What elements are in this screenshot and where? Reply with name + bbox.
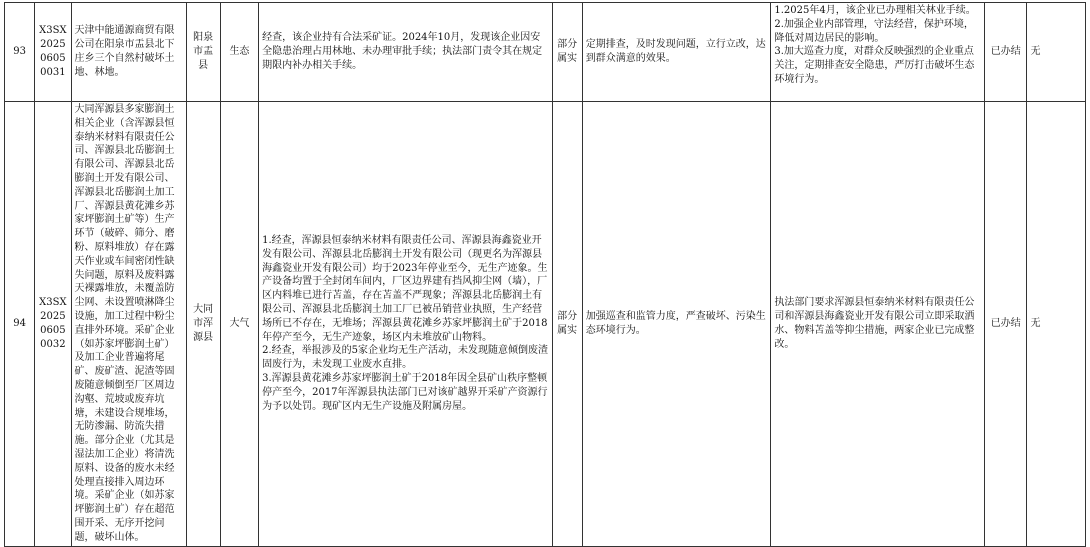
seq-cell: 93 [5, 3, 35, 102]
measures-cell: 定期排查，及时发现问题，立行立改，达到群众满意的效果。 [582, 3, 771, 102]
result-item: 1.2025年4月，该企业已办理相关林业手续。 [774, 5, 976, 16]
result-item: 执法部门要求浑源县恒泰纳米材料有限责任公司和浑源县海鑫瓷业开发有限公司立即采取洒水、物料苫盖等抑尘措施，两家企业已完成整改。 [774, 297, 975, 350]
finding-item: 1.经查，浑源县恒泰纳米材料有限责任公司、浑源县海鑫瓷业开发有限公司、浑源县北岳膨润土开发有限公司（现更名为浑源县海鑫瓷业开发有限公司）均于2023年停业至今，无生产迹象。生产设备均置于全封闭车间内，厂区边界建有挡风抑尘网（墙），厂区内料堆已进行苫盖，存在苫盖不严现象；浑源县北岳膨润土有限公司、浑源县北岳膨润土加工厂已被吊销营业执照，生产经营场所已不存在，无堆场；浑源县黄花滩乡苏家坪膨润土矿于2018年停产至今，无生产迹象，场区内未堆放矿山物料。 [262, 235, 548, 343]
status-cell: 已办结 [985, 102, 1027, 547]
region-cell: 阳泉市盂县 [186, 3, 220, 102]
accountability-cell: 无 [1027, 102, 1086, 547]
table-row [5, 102, 1086, 547]
result-item: 3.加大巡查力度，对群众反映强烈的企业重点关注，定期排查安全隐患，严厉打击破坏生态环境行为。 [774, 46, 975, 85]
category-cell: 大气 [220, 102, 258, 547]
finding-item: 3.浑源县黄花滩乡苏家坪膨润土矿于2018年因全县矿山秩序整顿停产至今，2017年浑源县执法部门已对该矿越界开采矿产资源行为予以处罚。现矿区内无生产设施及附属房屋。 [262, 373, 548, 412]
finding-item: 2.经查，举报涉及的5家企业均无生产活动，未发现随意倾倒废渣固废行为，未发现工业废水直排。 [262, 345, 548, 371]
case-table [4, 2, 1086, 547]
accountability-cell: 无 [1027, 3, 1086, 102]
verdict-cell: 部分属实 [552, 3, 582, 102]
code-cell: X3SX202506050032 [35, 102, 71, 547]
region-cell: 大同市浑源县 [186, 102, 220, 547]
category-cell: 生态 [220, 3, 258, 102]
findings-cell: 经查，该企业持有合法采矿证。2024年10月，发现该企业因安全隐患治理占用林地、未办理审批手续；执法部门责令其在规定期限内补办相关手续。 [259, 3, 552, 102]
measures-cell: 加强巡查和监管力度，严查破坏、污染生态环境行为。 [582, 102, 771, 547]
results-cell [771, 3, 985, 102]
findings-cell [259, 102, 552, 547]
verdict-cell: 部分属实 [552, 102, 582, 547]
subject-cell: 天津中能通源商贸有限公司在阳泉市盂县北下庄乡三个自然村破坏土地、林地。 [71, 3, 186, 102]
status-cell: 已办结 [985, 3, 1027, 102]
table-row [5, 3, 1086, 102]
subject-cell: 大同浑源县多家膨润土相关企业（含浑源县恒泰纳米材料有限责任公司、浑源县北岳膨润土有限公司、浑源县北岳膨润土开发有限公司、浑源县北岳膨润土加工厂、浑源县黄花滩乡苏家坪膨润土矿等）生产环节（破碎、筛分、磨粉、原料堆放）存在露天作业或车间密闭性缺失问题，原料及废料露天裸露堆放，未覆盖防尘网、未设置喷淋降尘设施，加工过程中粉尘直排外环境。采矿企业（如苏家坪膨润土矿）及加工企业普遍将尾矿、废矿渣、泥渣等固废随意倾倒至厂区周边沟壑、荒坡或废弃坑塘，未建设合规堆场，无防渗漏、防流失措施。部分企业（尤其是湿法加工企业）将清洗原料、设备的废水未经处理直接排入周边环境。采矿企业（如苏家坪膨润土矿）存在超范围开采、无序开挖问题，破坏山体。 [71, 102, 186, 547]
result-item: 2.加强企业内部管理，守法经营，保护环境，降低对周边居民的影响。 [774, 18, 974, 44]
results-cell [771, 102, 985, 547]
seq-cell: 94 [5, 102, 35, 547]
code-cell: X3SX202506050031 [35, 3, 71, 102]
